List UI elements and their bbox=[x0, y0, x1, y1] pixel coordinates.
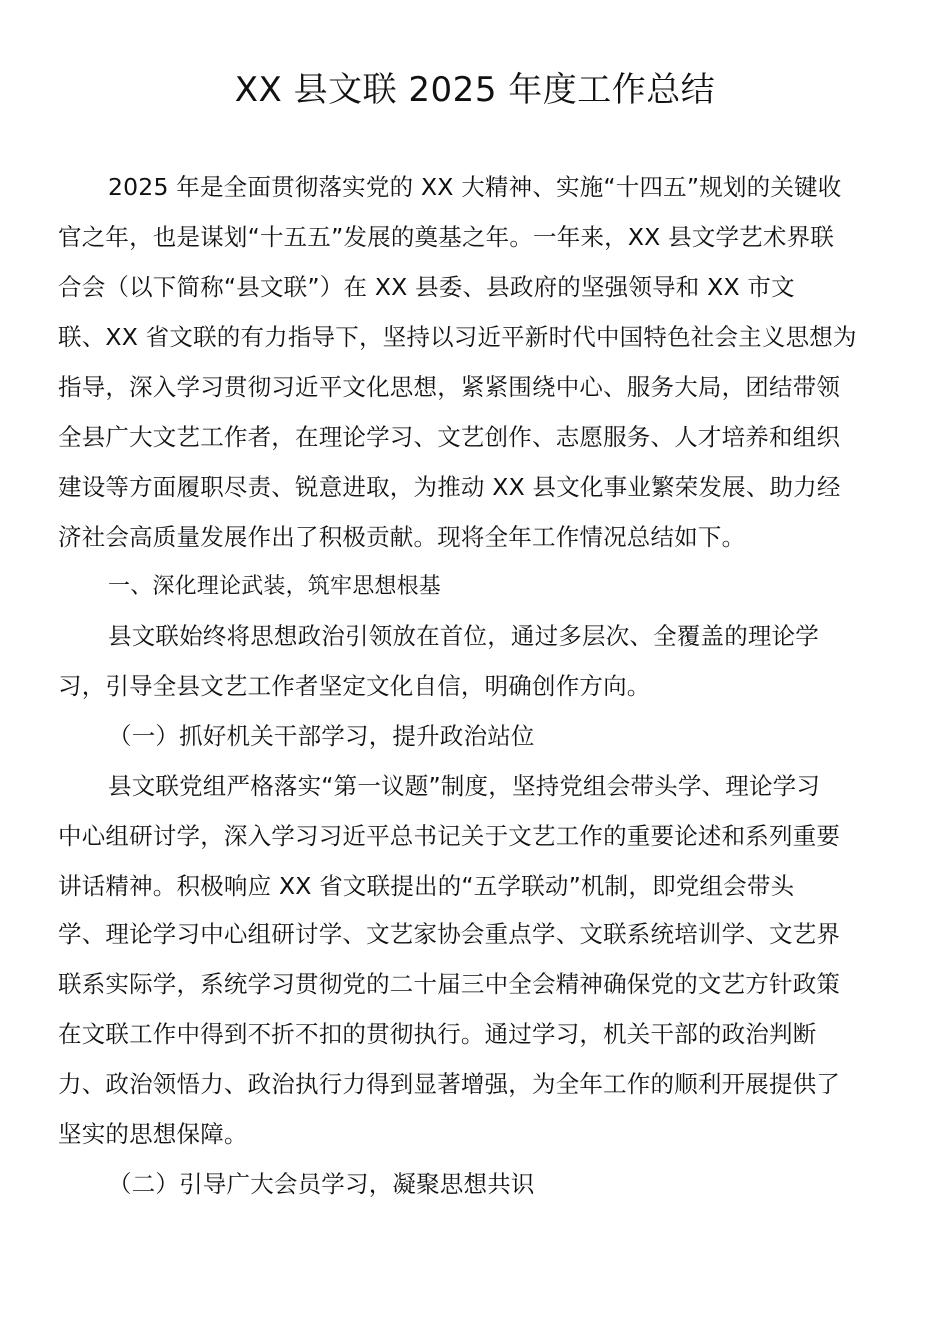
document-title: XX 县文联 2025 年度工作总结 bbox=[234, 70, 716, 110]
intro-line: 官之年，也是谋划“十五五”发展的奠基之年。一年来，XX 县文学艺术界联 bbox=[58, 223, 835, 251]
intro-line: 联、XX 省文联的有力指导下，坚持以习近平新时代中国特色社会主义思想为 bbox=[58, 323, 857, 351]
section-line: 县文联始终将思想政治引领放在首位，通过多层次、全覆盖的理论学 bbox=[108, 622, 819, 650]
subsection-heading: （二）引导广大会员学习，凝聚思想共识 bbox=[108, 1170, 535, 1198]
intro-line: 2025 年是全面贯彻落实党的 XX 大精神、实施“十四五”规划的关键收 bbox=[108, 173, 842, 201]
subsection-line: 联系实际学，系统学习贯彻党的二十届三中全会精神确保党的文艺方针政策 bbox=[58, 970, 841, 998]
subsection-line: 力、政治领悟力、政治执行力得到显著增强，为全年工作的顺利开展提供了 bbox=[58, 1070, 841, 1098]
subsection-line: 学、理论学习中心组研讨学、文艺家协会重点学、文联系统培训学、文艺界 bbox=[58, 920, 841, 948]
subsection-line: 中心组研讨学，深入学习习近平总书记关于文艺工作的重要论述和系列重要 bbox=[58, 822, 841, 850]
subsection-line: 坚实的思想保障。 bbox=[58, 1120, 248, 1148]
section-line: 习，引导全县文艺工作者坚定文化自信，明确创作方向。 bbox=[58, 672, 651, 700]
intro-line: 合会（以下简称“县文联”）在 XX 县委、县政府的坚强领导和 XX 市文 bbox=[58, 273, 795, 301]
intro-line: 建设等方面履职尽责、锐意进取，为推动 XX 县文化事业繁荣发展、助力经 bbox=[58, 473, 841, 501]
section-heading: 一、深化理论武装，筑牢思想根基 bbox=[108, 574, 442, 599]
intro-line: 全县广大文艺工作者，在理论学习、文艺创作、志愿服务、人才培养和组织 bbox=[58, 423, 841, 451]
subsection-line: 讲话精神。积极响应 XX 省文联提出的“五学联动”机制，即党组会带头 bbox=[58, 872, 795, 900]
subsection-line: 在文联工作中得到不折不扣的贯彻执行。通过学习，机关干部的政治判断 bbox=[58, 1020, 817, 1048]
intro-line: 指导，深入学习贯彻习近平文化思想，紧紧围绕中心、服务大局，团结带领 bbox=[58, 373, 841, 401]
subsection-line: 县文联党组严格落实“第一议题”制度，坚持党组会带头学、理论学习 bbox=[108, 772, 821, 800]
subsection-heading: （一）抓好机关干部学习，提升政治站位 bbox=[108, 722, 535, 750]
intro-line: 济社会高质量发展作出了积极贡献。现将全年工作情况总结如下。 bbox=[58, 523, 746, 551]
